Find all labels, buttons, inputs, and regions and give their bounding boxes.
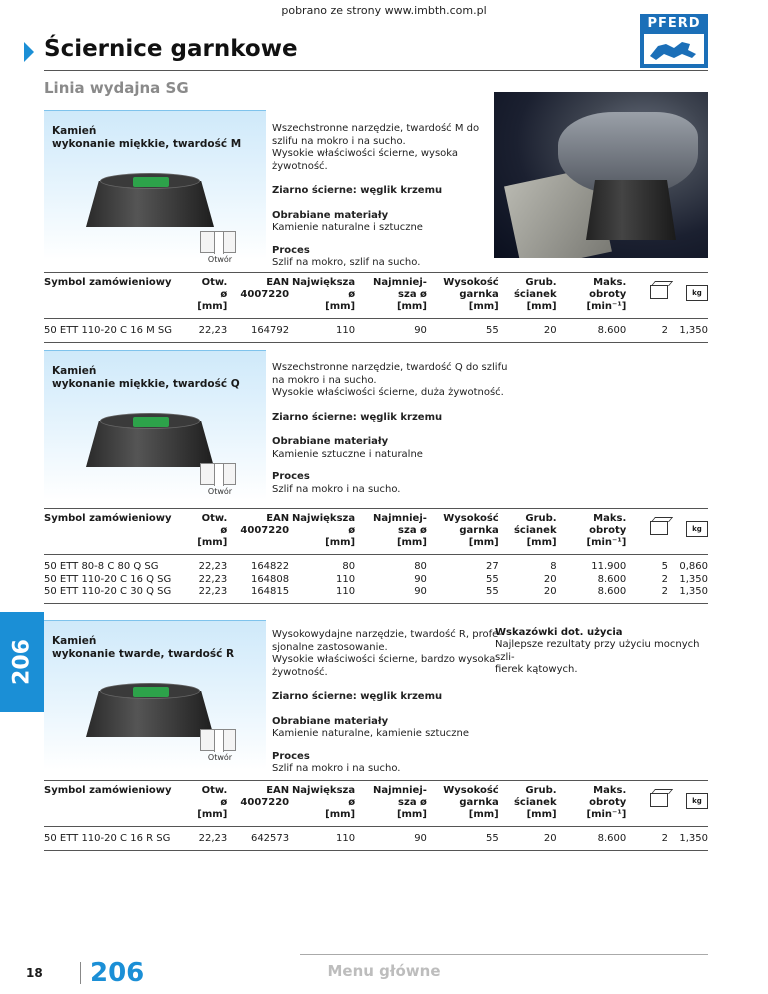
- title-marker-icon: [24, 42, 34, 62]
- wheel-illustration: [86, 173, 214, 229]
- package-icon: [626, 273, 668, 319]
- table-row: 50 ETT 110-20 C 30 Q SG 22,23 164815 110 90 55 20 8.600 2 1,350: [44, 586, 708, 597]
- page-subtitle: Linia wydajna SG: [44, 79, 189, 97]
- horse-icon: [644, 34, 704, 64]
- spec-table-q: Symbol zamówieniowy Otw. ø [mm] EAN 4007220 Największa ø [mm] Najmniej- sza ø [mm] Wysokość garnka [mm] Grub. ścianek [mm] Maks. obroty [min⁻¹] kg 50 ETT 80-8 C 80 Q SG 22,23 164822 80 80 27 8 11.900 5 0,860 50 ETT 110-20 C 16 Q SG 22,23 164808 110 90 55 20 8.600 2 1,350 50 ETT 110-20 C 30 Q SG 22,23 164815 110 90 55 20 8.600 2 1,350: [44, 508, 708, 604]
- wheel-illustration: [86, 413, 214, 469]
- cross-section-icon: [200, 463, 236, 485]
- weight-icon: kg: [668, 273, 708, 319]
- brand-name: PFERD: [647, 16, 701, 31]
- product-label: Kamień wykonanie miękkie, twardość M: [52, 125, 242, 150]
- product-card-r: [44, 620, 266, 770]
- product-label: Kamień wykonanie twarde, twardość R: [52, 635, 235, 660]
- footer-divider: [300, 954, 708, 955]
- cup-wheel: [586, 180, 676, 240]
- usage-hint-text: Najlepsze rezultaty przy użyciu mocnych szli- fierek kątowych.: [495, 639, 700, 675]
- product-photo: [494, 92, 708, 258]
- chapter-tab-label: 206: [9, 639, 35, 685]
- source-note: pobrano ze strony www.imbth.com.pl: [281, 4, 487, 17]
- package-icon: [626, 509, 668, 555]
- weight-icon: kg: [668, 781, 708, 827]
- bore-label: Otwór: [207, 753, 233, 762]
- bore-label: Otwór: [207, 255, 233, 264]
- product-label: Kamień wykonanie miękkie, twardość Q: [52, 365, 240, 390]
- wheel-illustration: [86, 683, 214, 739]
- title-divider: [44, 70, 708, 71]
- product-card-m: [44, 110, 266, 264]
- page-number: 18: [26, 966, 43, 980]
- main-menu-link[interactable]: Menu główne: [327, 962, 441, 980]
- product-description: Wszechstronne narzędzie, twardość Q do szlifu na mokro i na sucho. Wysokie właściwości ścierne, duża żywotność. Ziarno ścierne: węglik krzemu Obrabiane materiały Kamienie sztuczne i naturalne Proces Szlif na mokro i na sucho.: [272, 362, 508, 495]
- product-card-q: [44, 350, 266, 500]
- catalog-link[interactable]: 206: [90, 958, 145, 988]
- table-row: 50 ETT 110-20 C 16 M SG 22,23 164792 110 90 55 20 8.600 2 1,350: [44, 325, 708, 336]
- cross-section-icon: [200, 729, 236, 751]
- chapter-tab[interactable]: [0, 612, 44, 712]
- table-row: 50 ETT 110-20 C 16 R SG 22,23 642573 110 90 55 20 8.600 2 1,350: [44, 833, 708, 844]
- weight-icon: kg: [668, 509, 708, 555]
- page-title: Ściernice garnkowe: [44, 36, 298, 62]
- product-description: Wysokowydajne narzędzie, twardość R, profe- sjonalne zastosowanie. Wysokie właściwości ścierne, bardzo wysoka żywotność. Ziarno ścierne: węglik krzemu Obrabiane materiały Kamienie naturalne, kamienie sztuczne Proces Szlif na mokro i na sucho.: [272, 629, 502, 774]
- usage-hint-title: Wskazówki dot. użycia: [495, 627, 623, 638]
- table-row: 50 ETT 110-20 C 16 Q SG 22,23 164808 110 90 55 20 8.600 2 1,350: [44, 573, 708, 585]
- bore-label: Otwór: [207, 487, 233, 496]
- product-description: Wszechstronne narzędzie, twardość M do szlifu na mokro i na sucho. Wysokie właściwości ścierne, wysoka żywotność. Ziarno ścierne: węglik krzemu Obrabiane materiały Kamienie naturalne i sztuczne Proces Szlif na mokro, szlif na sucho.: [272, 123, 480, 268]
- spec-table-m: Symbol zamówieniowy Otw. ø [mm] EAN 4007220 Największa ø [mm] Najmniej- sza ø [mm] Wysokość garnka [mm] Grub. ścianek [mm] Maks. obroty [min⁻¹] kg 50 ETT 110-20 C 16 M SG 22,23 164792 110 90 55 20 8.600 2 1,350: [44, 272, 708, 343]
- pferd-logo: [640, 14, 708, 68]
- spec-table-r: Symbol zamówieniowy Otw. ø [mm] EAN 4007220 Największa ø [mm] Najmniej- sza ø [mm] Wysokość garnka [mm] Grub. ścianek [mm] Maks. obroty [min⁻¹] kg 50 ETT 110-20 C 16 R SG 22,23 642573 110 90 55 20 8.600 2 1,350: [44, 780, 708, 851]
- cross-section-icon: [200, 231, 236, 253]
- package-icon: [626, 781, 668, 827]
- table-row: 50 ETT 80-8 C 80 Q SG 22,23 164822 80 80 27 8 11.900 5 0,860: [44, 561, 708, 572]
